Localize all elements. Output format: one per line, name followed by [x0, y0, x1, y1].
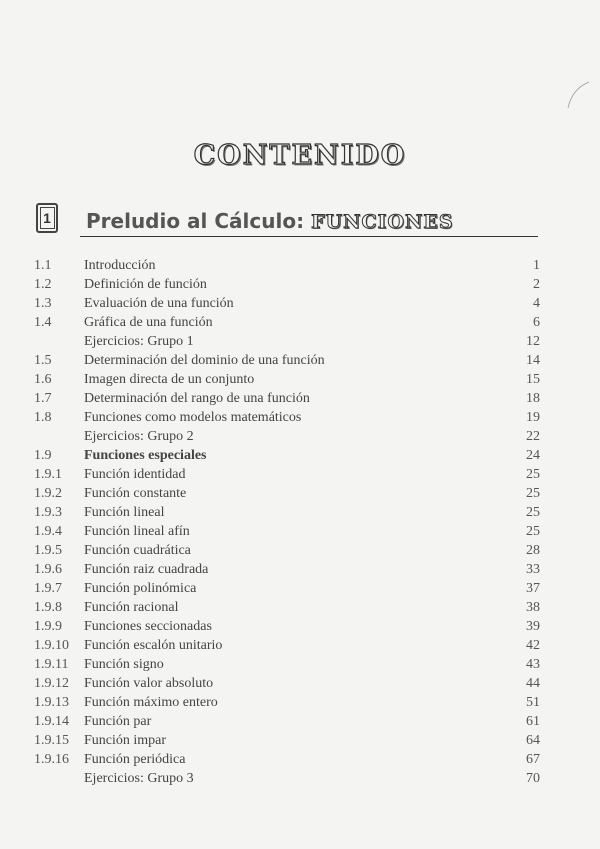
toc-entry-page: 64 — [526, 733, 540, 748]
toc-entry-number: 1.9.8 — [34, 600, 62, 615]
toc-entry-title: Introducción — [84, 258, 156, 273]
toc-entry-title: Función signo — [84, 657, 164, 672]
toc-entry — [0, 600, 600, 619]
toc-entry-page: 42 — [526, 638, 540, 653]
toc-entry — [0, 676, 600, 695]
toc-entry-page: 39 — [526, 619, 540, 634]
toc-entry — [0, 429, 600, 448]
toc-entry-number: 1.9.9 — [34, 619, 62, 634]
toc-entry — [0, 334, 600, 353]
toc-entry-number: 1.9.12 — [34, 676, 69, 691]
toc-entry-title: Función par — [84, 714, 152, 729]
toc-entry-title: Función impar — [84, 733, 167, 748]
toc-entry-number: 1.9.11 — [34, 657, 69, 672]
toc-entry — [0, 657, 600, 676]
toc-entry-number: 1.9.3 — [34, 505, 62, 520]
toc-entry — [0, 714, 600, 733]
toc-entry — [0, 733, 600, 752]
scan-artifact-icon — [565, 80, 590, 110]
toc-entry-title: Función identidad — [84, 467, 186, 482]
toc-entry-page: 2 — [533, 277, 540, 292]
toc-entry — [0, 581, 600, 600]
toc-entry-number: 1.4 — [34, 315, 52, 330]
toc-entry-page: 25 — [526, 486, 540, 501]
toc-entry — [0, 486, 600, 505]
chapter-heading — [86, 209, 454, 233]
toc-entry-page: 25 — [526, 505, 540, 520]
toc-entry — [0, 543, 600, 562]
toc-entry-title: Función constante — [84, 486, 187, 501]
toc-entry-title: Ejercicios: Grupo 1 — [84, 334, 194, 349]
chapter-divider — [80, 236, 538, 237]
chapter-number: 1 — [40, 207, 55, 229]
toc-entry — [0, 315, 600, 334]
toc-entry-page: 4 — [533, 296, 540, 311]
toc-entry — [0, 391, 600, 410]
toc-entry-number: 1.6 — [34, 372, 52, 387]
table-of-contents — [0, 258, 600, 790]
toc-entry-number: 1.2 — [34, 277, 52, 292]
chapter-number-badge — [36, 203, 58, 233]
toc-entry-page: 38 — [526, 600, 540, 615]
toc-entry-title: Función valor absoluto — [84, 676, 214, 691]
toc-entry-title: Funciones seccionadas — [84, 619, 212, 634]
toc-entry-page: 25 — [526, 524, 540, 539]
toc-entry — [0, 771, 600, 790]
toc-entry — [0, 410, 600, 429]
toc-entry-page: 33 — [526, 562, 540, 577]
toc-entry-page: 12 — [526, 334, 540, 349]
toc-entry-number: 1.9.2 — [34, 486, 62, 501]
toc-entry-page: 22 — [526, 429, 540, 444]
toc-entry-page: 15 — [526, 372, 540, 387]
toc-entry-title: Función racional — [84, 600, 179, 615]
toc-entry — [0, 695, 600, 714]
toc-entry — [0, 562, 600, 581]
toc-entry-title: Funciones especiales — [84, 448, 207, 463]
toc-entry — [0, 752, 600, 771]
toc-entry-title: Función raiz cuadrada — [84, 562, 209, 577]
toc-entry-number: 1.9.7 — [34, 581, 62, 596]
toc-entry-page: 44 — [526, 676, 540, 691]
toc-entry-number: 1.3 — [34, 296, 52, 311]
toc-entry-title: Imagen directa de un conjunto — [84, 372, 255, 387]
toc-entry-title: Definición de función — [84, 277, 207, 292]
toc-entry-title: Evaluación de una función — [84, 296, 234, 311]
toc-entry-page: 51 — [526, 695, 540, 710]
toc-entry-title: Gráfica de una función — [84, 315, 213, 330]
toc-entry — [0, 277, 600, 296]
toc-entry-title: Función escalón unitario — [84, 638, 223, 653]
toc-entry-title: Función polinómica — [84, 581, 197, 596]
toc-entry — [0, 296, 600, 315]
toc-entry-page: 18 — [526, 391, 540, 406]
toc-entry-number: 1.9.15 — [34, 733, 69, 748]
toc-entry-number: 1.9.4 — [34, 524, 62, 539]
toc-entry-number: 1.9.14 — [34, 714, 69, 729]
page-title: CONTENIDO — [193, 140, 407, 171]
toc-entry-page: 70 — [526, 771, 540, 786]
toc-entry-page: 43 — [526, 657, 540, 672]
toc-entry-page: 25 — [526, 467, 540, 482]
toc-entry-title: Ejercicios: Grupo 3 — [84, 771, 194, 786]
toc-entry — [0, 619, 600, 638]
toc-entry-number: 1.7 — [34, 391, 52, 406]
toc-entry-title: Ejercicios: Grupo 2 — [84, 429, 194, 444]
chapter-heading-subject: FUNCIONES — [311, 211, 454, 233]
toc-entry — [0, 372, 600, 391]
toc-entry-title: Función máximo entero — [84, 695, 218, 710]
toc-entry-page: 67 — [526, 752, 540, 767]
toc-entry-page: 1 — [533, 258, 540, 273]
toc-entry-page: 14 — [526, 353, 540, 368]
toc-entry-page: 37 — [526, 581, 540, 596]
toc-entry-number: 1.9.1 — [34, 467, 62, 482]
toc-entry-number: 1.9.5 — [34, 543, 62, 558]
chapter-heading-prefix: Preludio al Cálculo: — [86, 209, 312, 233]
toc-entry-page: 6 — [533, 315, 540, 330]
toc-entry — [0, 448, 600, 467]
toc-entry-number: 1.1 — [34, 258, 52, 273]
toc-entry — [0, 505, 600, 524]
toc-entry — [0, 353, 600, 372]
toc-entry-title: Función periódica — [84, 752, 186, 767]
toc-entry — [0, 258, 600, 277]
toc-entry-page: 24 — [526, 448, 540, 463]
toc-entry-number: 1.8 — [34, 410, 52, 425]
toc-entry-page: 61 — [526, 714, 540, 729]
toc-entry-number: 1.5 — [34, 353, 52, 368]
toc-entry-number: 1.9.13 — [34, 695, 69, 710]
toc-entry-title: Funciones como modelos matemáticos — [84, 410, 302, 425]
toc-entry — [0, 467, 600, 486]
toc-entry-title: Determinación del dominio de una función — [84, 353, 325, 368]
toc-entry — [0, 524, 600, 543]
toc-entry-title: Función lineal — [84, 505, 165, 520]
toc-entry-number: 1.9.10 — [34, 638, 69, 653]
toc-entry-number: 1.9.16 — [34, 752, 69, 767]
toc-entry — [0, 638, 600, 657]
toc-entry-title: Función cuadrática — [84, 543, 191, 558]
toc-entry-number: 1.9 — [34, 448, 52, 463]
toc-entry-number: 1.9.6 — [34, 562, 62, 577]
toc-entry-title: Función lineal afín — [84, 524, 190, 539]
toc-entry-title: Determinación del rango de una función — [84, 391, 310, 406]
toc-entry-page: 28 — [526, 543, 540, 558]
toc-entry-page: 19 — [526, 410, 540, 425]
